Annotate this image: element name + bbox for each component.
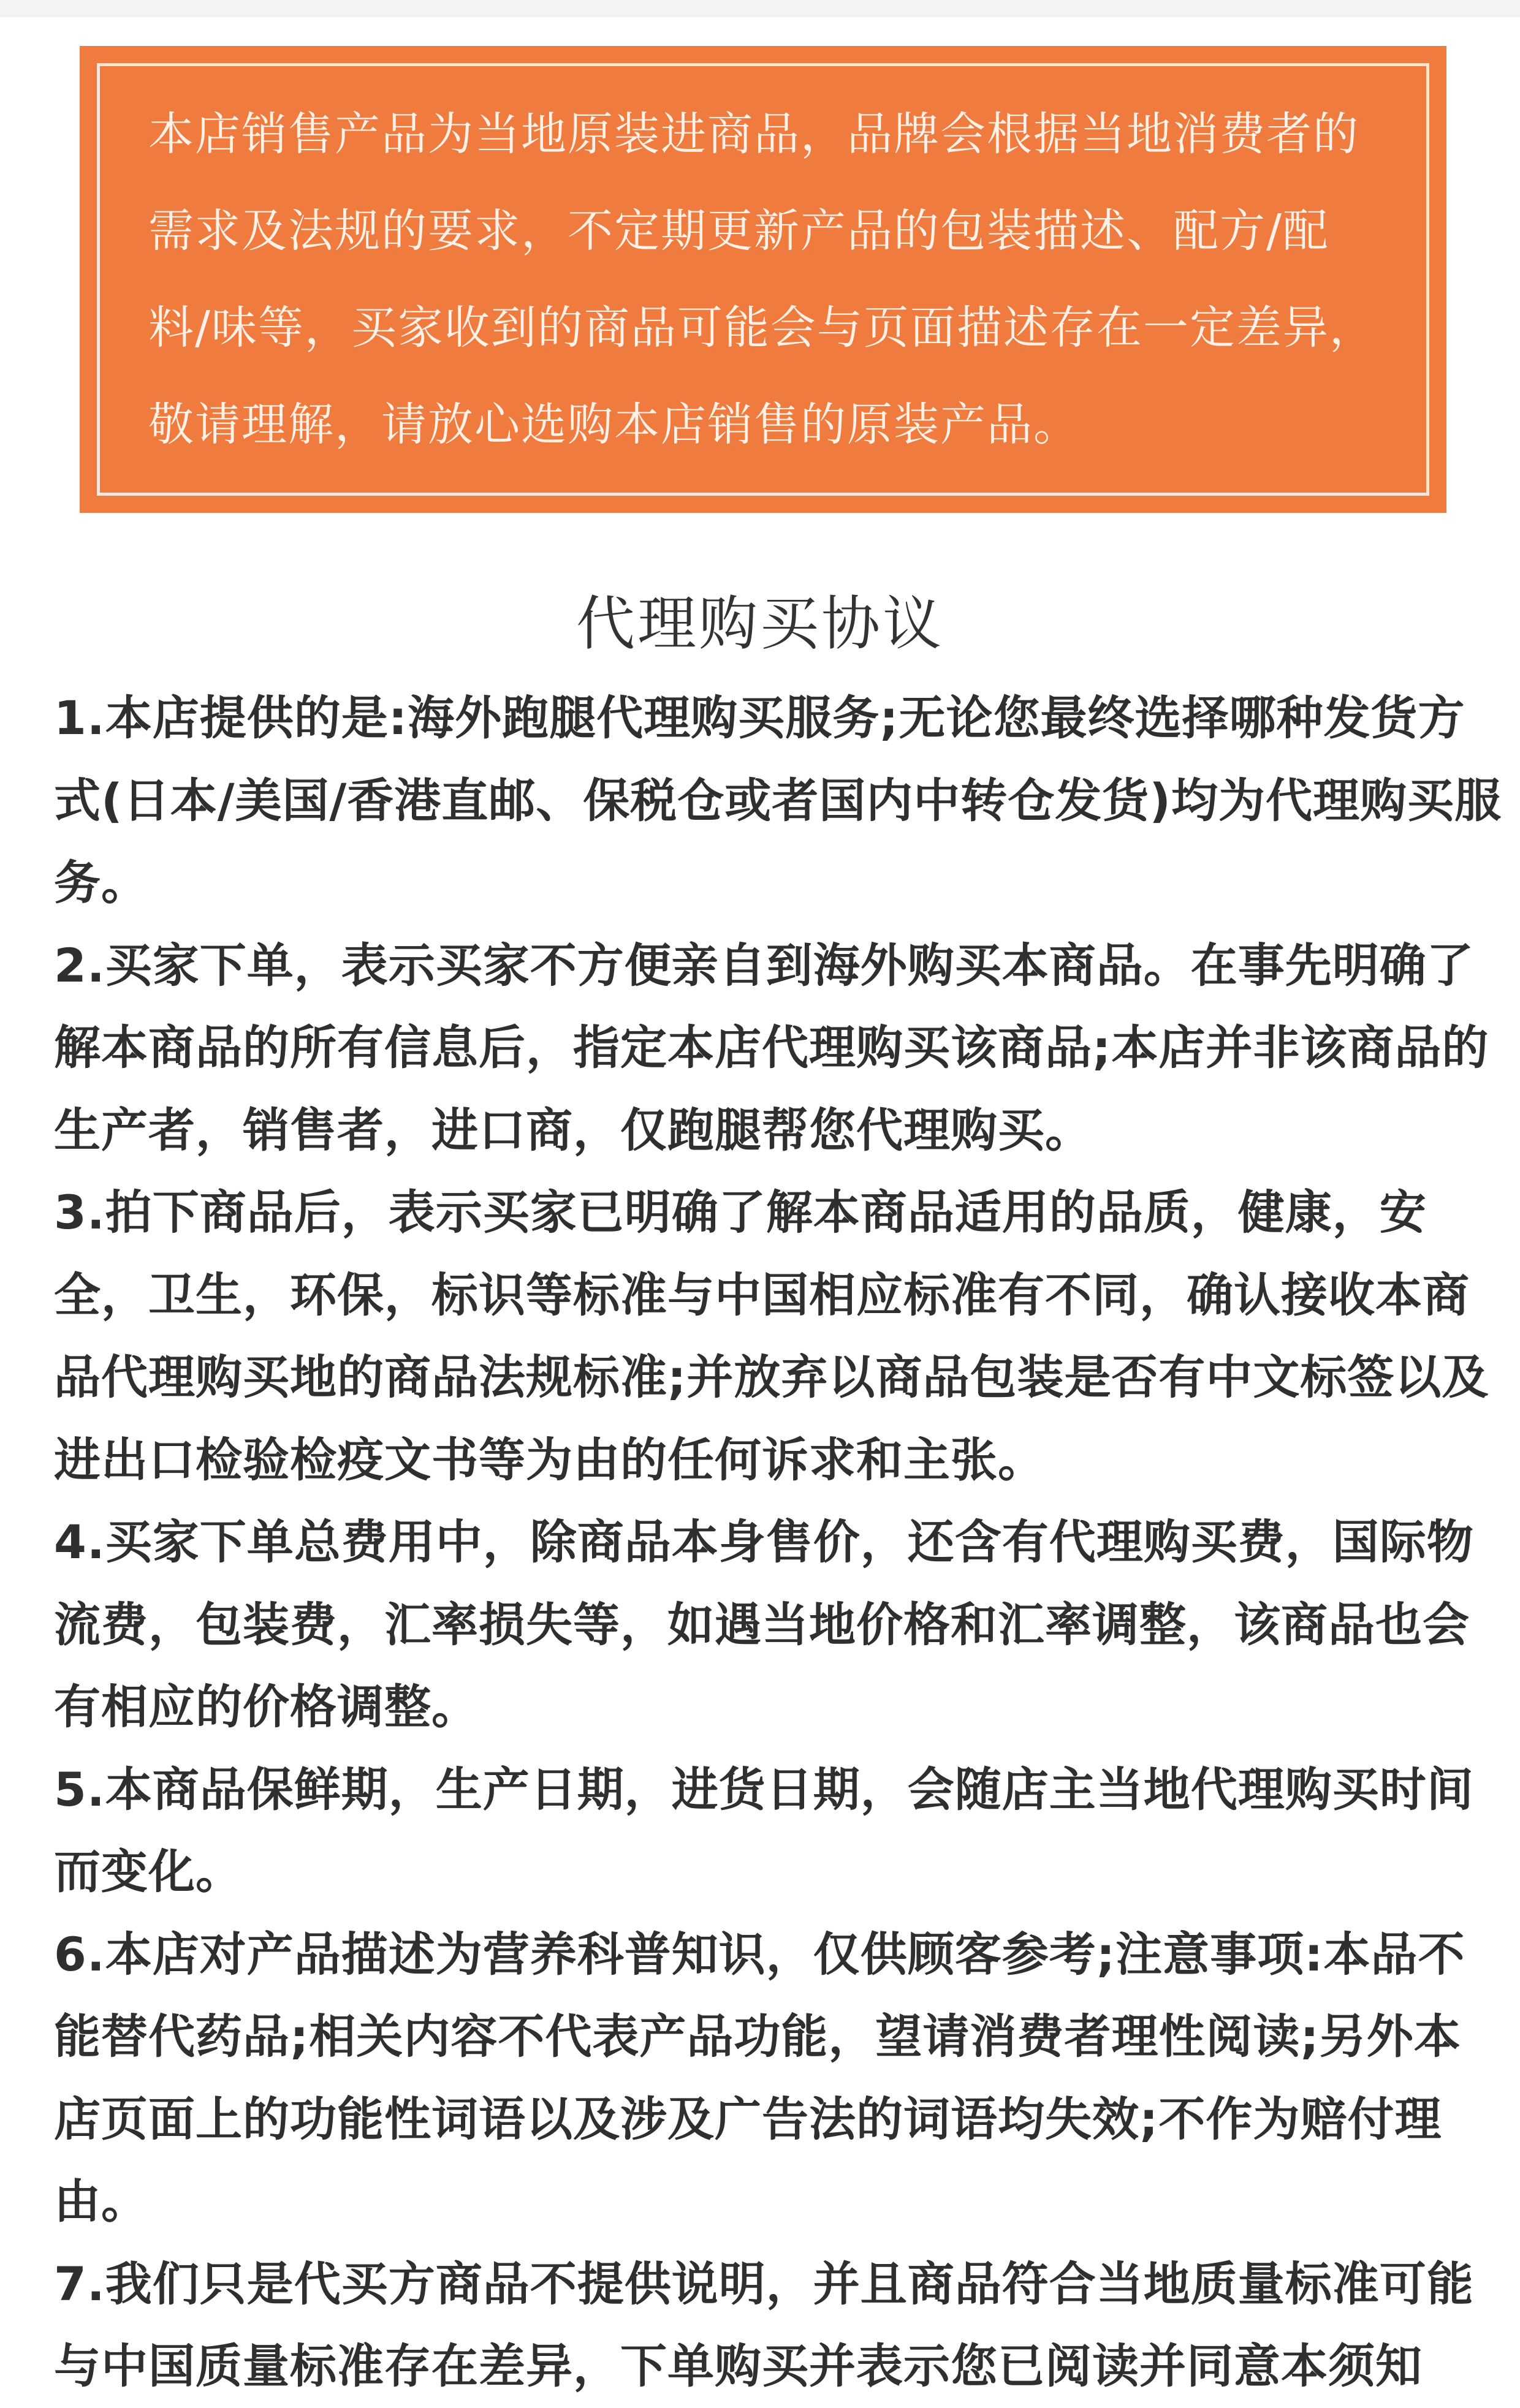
clause-6: 6.本店对产品描述为营养科普知识，仅供顾客参考;注意事项:本品不能替代药品;相关内容不代表产品功能，望请消费者理性阅读;另外本店页面上的功能性词语以及涉及广告法的词语均失效;不作为赔付理由。 — [54, 1926, 1465, 2228]
clause-1: 1.本店提供的是:海外跑腿代理购买服务;无论您最终选择哪种发货方式(日本/美国/香港直邮、保税仓或者国内中转仓发货)均为代理购买服务。 — [54, 691, 1502, 910]
top-strip — [0, 0, 1520, 17]
clause-3: 3.拍下商品后，表示买家已明确了解本商品适用的品质，健康，安全，卫生，环保，标识等标准与中国相应标准有不同，确认接收本商品代理购买地的商品法规标准;并放弃以商品包装是否有中文标签以及进出口检验检疫文书等为由的任何诉求和主张。 — [54, 1185, 1489, 1487]
notice-banner — [80, 46, 1446, 513]
clause-7: 7.我们只是代买方商品不提供说明，并且商品符合当地质量标准可能与中国质量标准存在差异，下单购买并表示您已阅读并同意本须知 — [54, 2256, 1474, 2393]
agreement-title: 代理购买协议 — [576, 589, 944, 658]
agreement-clauses — [54, 677, 1507, 2408]
notice-text: 本店销售产品为当地原装进商品，品牌会根据当地消费者的需求及法规的要求，不定期更新产品的包装描述、配方/配料/味等，买家收到的商品可能会与页面描述存在一定差异，敬请理解，请放心选购本店销售的原装产品。 — [148, 108, 1376, 451]
clause-5: 5.本商品保鲜期，生产日期，进货日期，会随店主当地代理购买时间而变化。 — [54, 1762, 1474, 1899]
clause-2: 2.买家下单，表示买家不方便亲自到海外购买本商品。在事先明确了解本商品的所有信息后，指定本店代理购买该商品;本店并非该商品的生产者，销售者，进口商，仅跑腿帮您代理购买。 — [54, 937, 1489, 1157]
clause-4: 4.买家下单总费用中，除商品本身售价，还含有代理购买费，国际物流费，包装费，汇率损失等，如遇当地价格和汇率调整，该商品也会有相应的价格调整。 — [54, 1515, 1474, 1734]
